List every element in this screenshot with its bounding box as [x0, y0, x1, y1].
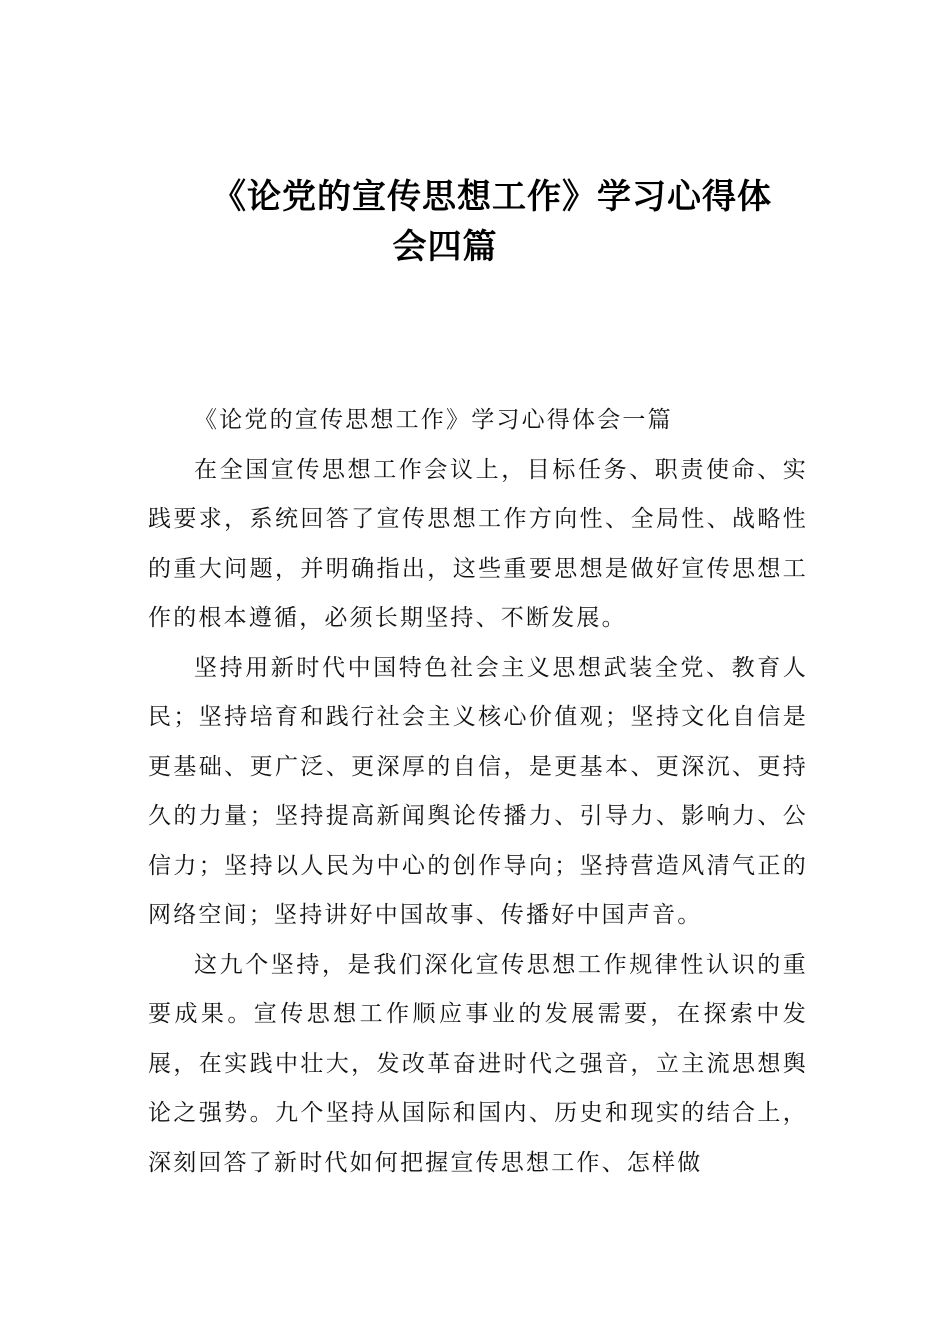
paragraph-2: 坚持用新时代中国特色社会主义思想武装全党、教育人民；坚持培育和践行社会主义核心价值观；坚持文化自信是更基础、更广泛、更深厚的自信，是更基本、更深沉、更持久的力量；坚持提高新闻舆论传播力、引导力、影响力、公信力；坚持以人民为中心的创作导向；坚持营造风清气正的网络空间；坚持讲好中国故事、传播好中国声音。	[148, 654, 808, 928]
section-subtitle: 《论党的宣传思想工作》学习心得体会一篇	[194, 407, 673, 433]
document-title	[150, 172, 850, 272]
paragraph-3: 这九个坚持，是我们深化宣传思想工作规律性认识的重要成果。宣传思想工作顺应事业的发展需要，在探索中发展，在实践中壮大，发改革奋进时代之强音，立主流思想舆论之强势。九个坚持从国际和国内、历史和现实的结合上，深刻回答了新时代如何把握宣传思想工作、怎样做	[148, 951, 808, 1176]
title-line-1: 《论党的宣传思想工作》学习心得体	[212, 177, 772, 217]
paragraph-1: 在全国宣传思想工作会议上，目标任务、职责使命、实践要求，系统回答了宣传思想工作方向性、全局性、战略性的重大问题，并明确指出，这些重要思想是做好宣传思想工作的根本遵循，必须长期坚持、不断发展。	[148, 456, 808, 631]
document-body	[148, 396, 808, 1188]
title-line-2: 会四篇	[392, 227, 498, 267]
